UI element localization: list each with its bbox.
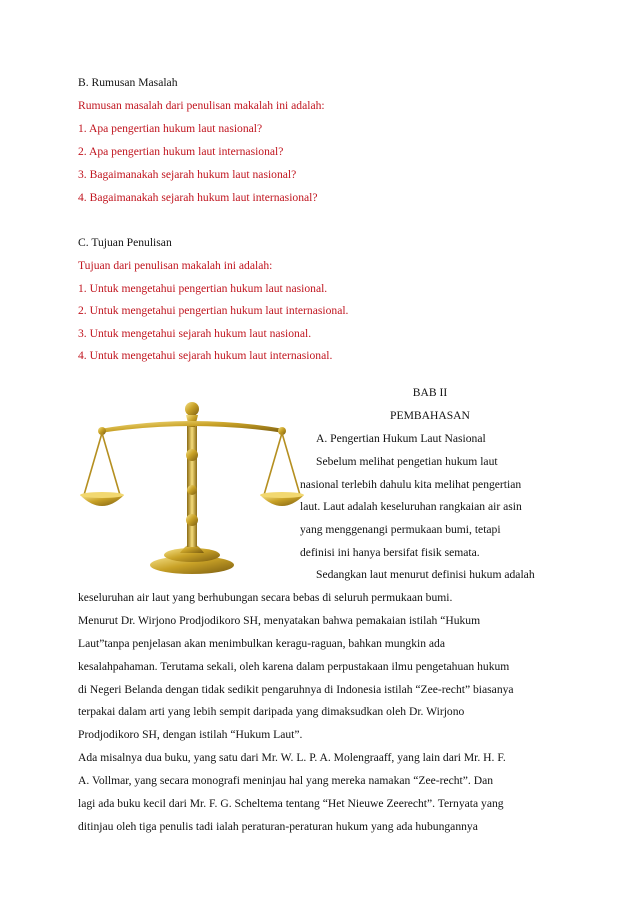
section-b-intro: Rumusan masalah dari penulisan makalah ini adalah: xyxy=(78,99,325,112)
body-line: Menurut Dr. Wirjono Prodjodikoro SH, menyatakan bahwa pemakaian istilah “Hukum xyxy=(78,614,481,627)
body-line: lagi ada buku kecil dari Mr. F. G. Scheltema tentang “Het Nieuwe Zeerecht”. Ternyata yang xyxy=(78,797,504,810)
section-c-heading: C. Tujuan Penulisan xyxy=(78,236,172,249)
body-line: terpakai dalam arti yang lebih sempit daripada yang dimaksudkan oleh Dr. Wirjono xyxy=(78,705,465,718)
body-line: definisi ini hanya bersifat fisik semata. xyxy=(300,546,480,559)
section-b-item: 3. Bagaimanakah sejarah hukum laut nasional? xyxy=(78,168,297,181)
body-line: Prodjodikoro SH, dengan istilah “Hukum Laut”. xyxy=(78,728,303,741)
body-line: keseluruhan air laut yang berhubungan secara bebas di seluruh permukaan bumi. xyxy=(78,591,453,604)
body-line: A. Vollmar, yang secara monografi meninjau hal yang mereka namakan “Zee-recht”. Dan xyxy=(78,774,494,787)
section-c-item: 1. Untuk mengetahui pengertian hukum laut nasional. xyxy=(78,282,328,295)
section-c-item: 3. Untuk mengetahui sejarah hukum laut nasional. xyxy=(78,327,312,340)
body-line: Ada misalnya dua buku, yang satu dari Mr. W. L. P. A. Molengraaff, yang lain dari Mr. H. F. xyxy=(78,751,506,764)
body-line: di Negeri Belanda dengan tidak sedikit pengaruhnya di Indonesia istilah “Zee-recht” biasanya xyxy=(78,683,514,696)
body-line: Sebelum melihat pengetian hukum laut xyxy=(316,455,498,468)
subsection-heading: A. Pengertian Hukum Laut Nasional xyxy=(316,432,486,445)
body-line: Sedangkan laut menurut definisi hukum adalah xyxy=(316,568,535,581)
scales-of-justice-icon xyxy=(80,395,305,580)
body-line: kesalahpahaman. Terutama sekali, oleh karena dalam perpustakaan ilmu pengetahuan hukum xyxy=(78,660,510,673)
chapter-title: PEMBAHASAN xyxy=(390,409,470,422)
section-b-item: 4. Bagaimanakah sejarah hukum laut internasional? xyxy=(78,191,318,204)
section-b-heading: B. Rumusan Masalah xyxy=(78,76,178,89)
chapter-number: BAB II xyxy=(412,386,448,399)
section-b-item: 2. Apa pengertian hukum laut internasional? xyxy=(78,145,284,158)
body-line: nasional terlebih dahulu kita melihat pengertian xyxy=(300,478,522,491)
body-line: Laut”tanpa penjelasan akan menimbulkan keragu-raguan, bahkan mungkin ada xyxy=(78,637,445,650)
section-c-item: 2. Untuk mengetahui pengertian hukum laut internasional. xyxy=(78,304,349,317)
section-b-item: 1. Apa pengertian hukum laut nasional? xyxy=(78,122,263,135)
body-line: laut. Laut adalah keseluruhan rangkaian air asin xyxy=(300,500,522,513)
section-c-item: 4. Untuk mengetahui sejarah hukum laut internasional. xyxy=(78,349,333,362)
body-line: ditinjau oleh tiga penulis tadi ialah peraturan-peraturan hukum yang ada hubungannya xyxy=(78,820,478,833)
section-c-intro: Tujuan dari penulisan makalah ini adalah: xyxy=(78,259,273,272)
body-line: yang menggenangi permukaan bumi, tetapi xyxy=(300,523,501,536)
